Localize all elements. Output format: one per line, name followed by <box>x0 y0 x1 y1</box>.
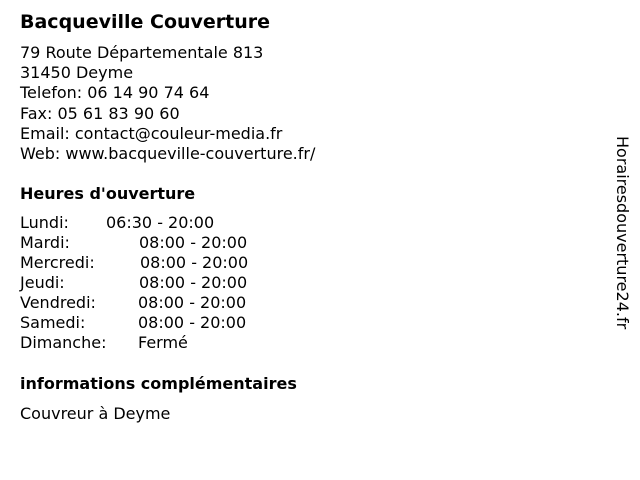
day-hours: 06:30 - 20:00 <box>106 213 215 232</box>
contact-block <box>20 43 315 164</box>
day-label: Dimanche: <box>20 333 107 352</box>
day-label: Lundi: <box>20 213 69 232</box>
day-hours: Fermé <box>138 333 188 352</box>
info-description: Couvreur à Deyme <box>20 404 171 423</box>
street-address: 79 Route Départementale 813 <box>20 43 264 62</box>
web-line: Web: www.bacqueville-couverture.fr/ <box>20 144 316 164</box>
day-hours: 08:00 - 20:00 <box>138 313 247 332</box>
day-hours: 08:00 - 20:00 <box>140 253 249 272</box>
day-label: Samedi: <box>20 313 86 332</box>
day-label: Jeudi: <box>20 273 65 292</box>
fax-line: Fax: 05 61 83 90 60 <box>20 103 180 123</box>
business-name: Bacqueville Couverture <box>20 11 271 33</box>
day-label: Vendredi: <box>20 293 96 312</box>
day-hours: 08:00 - 20:00 <box>139 233 248 252</box>
day-label: Mercredi: <box>20 253 95 272</box>
hours-heading: Heures d'ouverture <box>20 184 196 203</box>
info-heading: informations complémentaires <box>20 374 297 393</box>
postal-city: 31450 Deyme <box>20 63 134 83</box>
site-watermark: Horairesdouverture24.fr <box>613 136 632 330</box>
day-hours: 08:00 - 20:00 <box>139 273 248 292</box>
day-hours: 08:00 - 20:00 <box>138 293 247 312</box>
phone-line: Telefon: 06 14 90 74 64 <box>20 83 210 103</box>
email-line: Email: contact@couleur-media.fr <box>20 123 283 143</box>
day-label: Mardi: <box>20 233 70 252</box>
